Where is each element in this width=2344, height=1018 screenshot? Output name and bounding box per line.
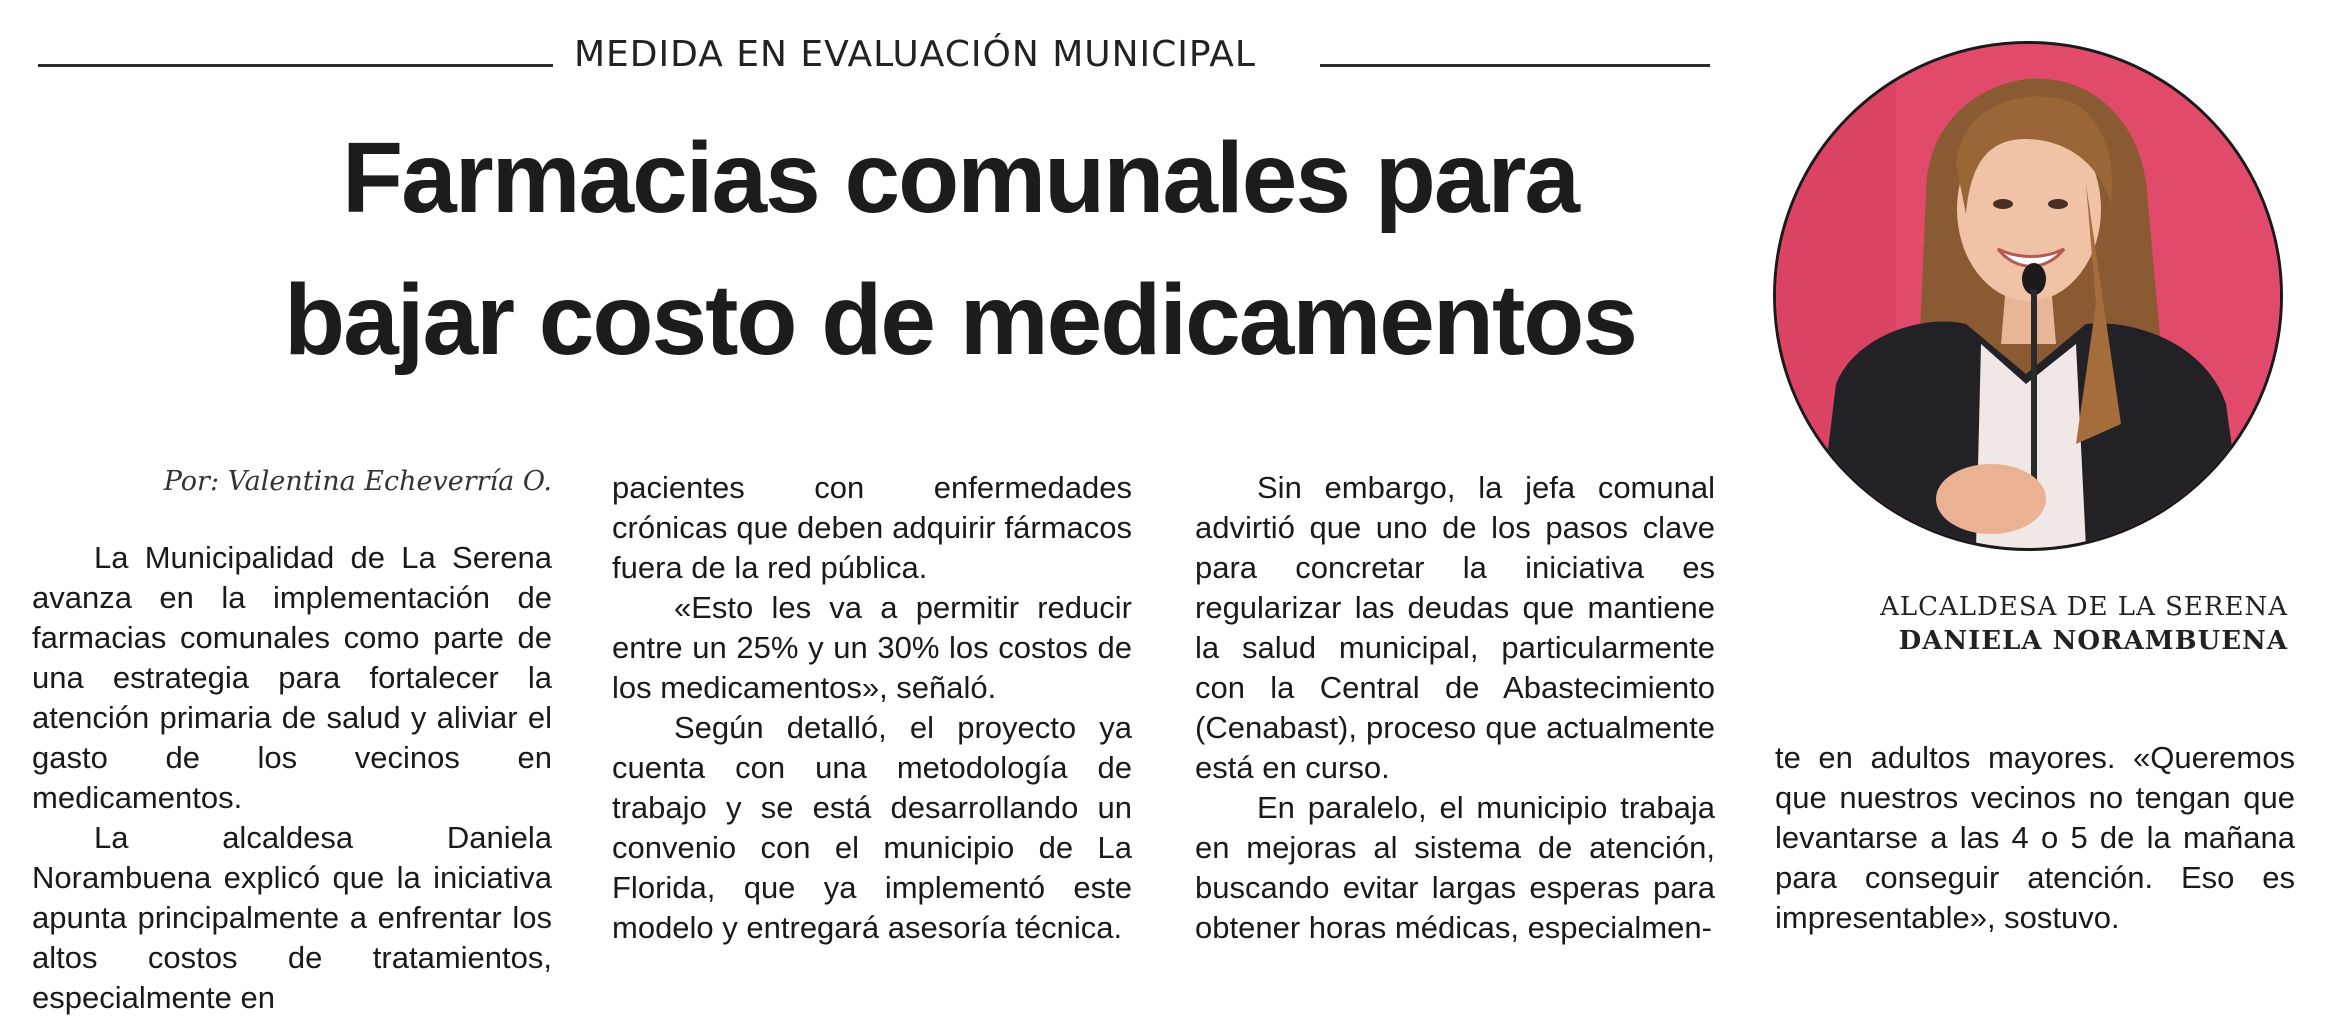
headline-line-2: bajar costo de medicamentos	[283, 264, 1636, 376]
photo-caption-name: DANIELA NORAMBUENA	[1898, 626, 2288, 656]
portrait-illustration	[1776, 44, 2280, 548]
photo-caption-role: ALCALDESA DE LA SERENA	[1880, 592, 2288, 622]
kicker-rule-left	[38, 64, 553, 67]
paragraph: te en adultos mayores. «Queremos que nuestros vecinos no tengan que levantarse a las 4 o 5 de la mañana para conseguir atención. Eso es impresentable», sostuvo.	[1775, 740, 2295, 935]
kicker-rule-right	[1320, 64, 1710, 67]
paragraph: La alcaldesa Daniela Norambuena explicó que la iniciativa apunta principalmente a enfrentar los altos costos de tratamientos, especialmente en	[32, 820, 552, 1015]
section-kicker: MEDIDA EN EVALUACIÓN MUNICIPAL	[574, 34, 1256, 75]
byline: Por: Valentina Echeverría O.	[163, 466, 552, 497]
article-column-3	[1195, 468, 1715, 948]
paragraph: pacientes con enfermedades crónicas que deben adquirir fármacos fuera de la red pública.	[612, 470, 1132, 585]
headline-line-1: Farmacias comunales para	[342, 122, 1578, 234]
paragraph: Según detalló, el proyecto ya cuenta con una metodología de trabajo y se está desarrollando un convenio con el municipio de La Florida, que ya implementó este modelo y entregará asesoría técnica.	[612, 710, 1132, 945]
paragraph: Sin embargo, la jefa comunal advirtió que uno de los pasos clave para concretar la iniciativa es regularizar las deudas que mantiene la salud municipal, particularmente con la Central de Abastecimiento (Cenabast), proceso que actualmente está en curso.	[1195, 470, 1715, 785]
article-column-2	[612, 468, 1132, 948]
portrait-photo	[1773, 41, 2283, 551]
paragraph: «Esto les va a permitir reducir entre un 25% y un 30% los costos de los medicamentos», señaló.	[612, 590, 1132, 705]
paragraph: En paralelo, el municipio trabaja en mejoras al sistema de atención, buscando evitar largas esperas para obtener horas médicas, especialmen-	[1195, 790, 1715, 945]
article-column-1	[32, 538, 552, 1018]
paragraph: La Municipalidad de La Serena avanza en la implementación de farmacias comunales como parte de una estrategia para fortalecer la atención primaria de salud y aliviar el gasto de los vecinos en medicamentos.	[32, 540, 552, 815]
article-column-4	[1775, 738, 2295, 938]
